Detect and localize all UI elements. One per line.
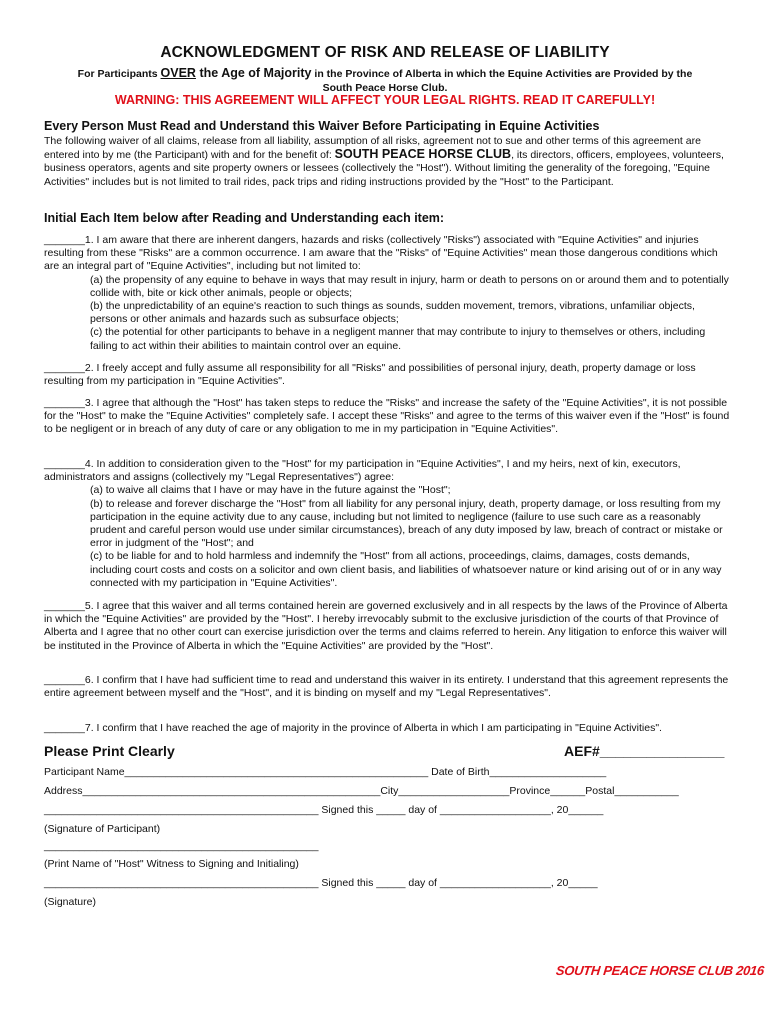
item-5: [44, 600, 734, 653]
item-4: [44, 458, 734, 590]
intro-text-a: The following waiver of all claims, release from all liability, assumption of all risks, agreement not to sue and other terms of this agreement are entered into by me (the Participant) with and for the benefit of:: [44, 135, 701, 162]
item-5-text: _______5. I agree that this waiver and all terms contained herein are governed exclusively and in all respects by the laws of the Province of Alberta in which the "Equine Activities" are provided by the "Host". I hereby irrevocably submit to the exclusive jurisdiction of the courts of that Province of Alberta and I agree that no other court can exercise jurisdiction over the terms and claims referred to herein. Any litigation to enforce this waiver will be instituted in the Province of Alberta in which the "Equine Activities" are provided by the "Host".: [44, 600, 728, 652]
footer-club-year: SOUTH PEACE HORSE CLUB 2016: [555, 963, 765, 978]
item-2: [44, 362, 734, 388]
item-4-text: _______4. In addition to consideration given to the "Host" for my participation in "Equine Activities", I and my heirs, next of kin, executors, administrators and assigns (collectively my "Legal Representatives") agree:: [44, 458, 681, 484]
subtitle-majority: Age of Majority: [221, 66, 312, 80]
warning-text: WARNING: THIS AGREEMENT WILL AFFECT YOUR LEGAL RIGHTS. READ IT CAREFULLY!: [114, 93, 656, 107]
witness-signed-line[interactable]: _______________________________________________ Signed this _____ day of ___________________, 20_____: [44, 877, 598, 889]
item-1a-text: (a) the propensity of any equine to behave in ways that may result in injury, harm or death to persons on or around them and to potentially collide with, bite or kick other animals, people or objects;: [90, 273, 729, 299]
item-7: [44, 722, 734, 735]
witness-signature-label: (Signature): [44, 896, 96, 908]
item-4a-text: (a) to waive all claims that I have or may have in the future against the "Host";: [90, 484, 451, 497]
section-heading-read: Every Person Must Read and Understand this Waiver Before Participating in Equine Activities: [44, 119, 600, 133]
document-title: ACKNOWLEDGMENT OF RISK AND RELEASE OF LIABILITY: [160, 44, 610, 61]
item-3-text: _______3. I agree that although the "Host" has taken steps to reduce the "Risks" and increase the safety of the "Equine Activities", it is not possible for the "Host" to make the "Equine Activities" completely safe. I accept these "Risks" and agree to the terms of this waiver even if the "Host" is found to be negligent or in breach of any duty of care or any obligation to me in my participation in "Equine Activities".: [44, 397, 730, 436]
participant-signature-label: (Signature of Participant): [44, 823, 161, 835]
subtitle-post: in the Province of Alberta in which the Equine Activities are Provided by the: [311, 68, 693, 80]
item-6-text: _______6. I confirm that I have had sufficient time to read and understand this waiver in its entirety. I understand that this agreement represents the entire agreement between myself and the "Host", and it is binding on myself and my "Legal Representatives".: [44, 674, 729, 700]
subtitle-over: OVER: [160, 66, 196, 80]
item-1-text: _______1. I am aware that there are inherent dangers, hazards and risks (collectively "Risks") associated with "Equine Activities" and injuries resulting from these "Risks" are a common occurrence. I am aware that the "Risks" of "Equine Activities" mean those dangerous conditions which are an integral part of "Equine Activities", including but not limited to:: [44, 234, 718, 273]
item-4c-text: (c) to be liable for and to hold harmless and indemnify the "Host" from all actions, proceedings, claims, damages, costs demands, including court costs and costs on a solicitor and own client basis, and liabilities of whatsoever nature or kind arising out of or in any way connected with my participation in "Equine Activities".: [90, 550, 722, 589]
print-clearly-heading: Please Print Clearly: [44, 743, 175, 759]
club-name: SOUTH PEACE HORSE CLUB: [334, 147, 512, 162]
item-1b-text: (b) the unpredictability of an equine's reaction to such things as sounds, sudden movement, tremors, vibrations, unfamiliar objects, persons or other animals and hazards such as subsurface objects;: [90, 300, 695, 326]
item-1: [44, 234, 734, 353]
document-subtitle: [30, 66, 740, 95]
item-1c-text: (c) the potential for other participants to behave in a negligent manner that may contribute to injury to themselves or others, including failing to act within their abilities to maintain control over an equine.: [90, 326, 706, 352]
participant-name-line[interactable]: Participant Name____________________________________________________ Date of Birth____________________: [44, 766, 607, 778]
intro-paragraph: [44, 135, 734, 189]
item-2-text: _______2. I freely accept and fully assume all responsibility for all "Risks" and possibilities of personal injury, death, property damage or loss resulting from my participation in "Equine Activities".: [44, 362, 696, 388]
subtitle-pre: For Participants: [77, 68, 161, 80]
witness-name-label: (Print Name of "Host" Witness to Signing and Initialing): [44, 858, 299, 870]
item-6: [44, 674, 734, 700]
section-heading-initial: Initial Each Item below after Reading and Understanding each item:: [44, 211, 445, 225]
aef-number-field[interactable]: AEF#________________: [564, 743, 725, 759]
participant-signed-line[interactable]: _______________________________________________ Signed this _____ day of ___________________, 20______: [44, 804, 604, 816]
witness-name-line[interactable]: _______________________________________________: [44, 840, 319, 852]
item-3: [44, 397, 734, 437]
item-7-text: _______7. I confirm that I have reached the age of majority in the province of Alberta in which I am participating in "Equine Activities".: [44, 722, 662, 734]
intro-text-b: , its directors, officers, employees, volunteers, business operators, agents and site property owners or lessees (collectively the "Host"). Without limiting the generality of the foregoing, "Equine Activities" includes but is not limited to trail rides, pack trips and riding instructions provided by the "Host" to the Participant.: [44, 149, 724, 188]
item-4b-text: (b) to release and forever discharge the "Host" from all liability for any personal injury, death, property damage, or loss resulting from my participation in the equine activity due to any cause, including but not limited to negligence (failure to use such care as a reasonably prudent and careful person would use under similar circumstances), breach of any duty imposed by law, breach of contract or mistake or error in judgment of the "Host"; and: [90, 497, 723, 550]
subtitle-mid: the: [195, 66, 222, 80]
address-line[interactable]: Address___________________________________________________City___________________Province______Postal___________: [44, 785, 679, 797]
subtitle-line2: South Peace Horse Club.: [322, 82, 448, 94]
